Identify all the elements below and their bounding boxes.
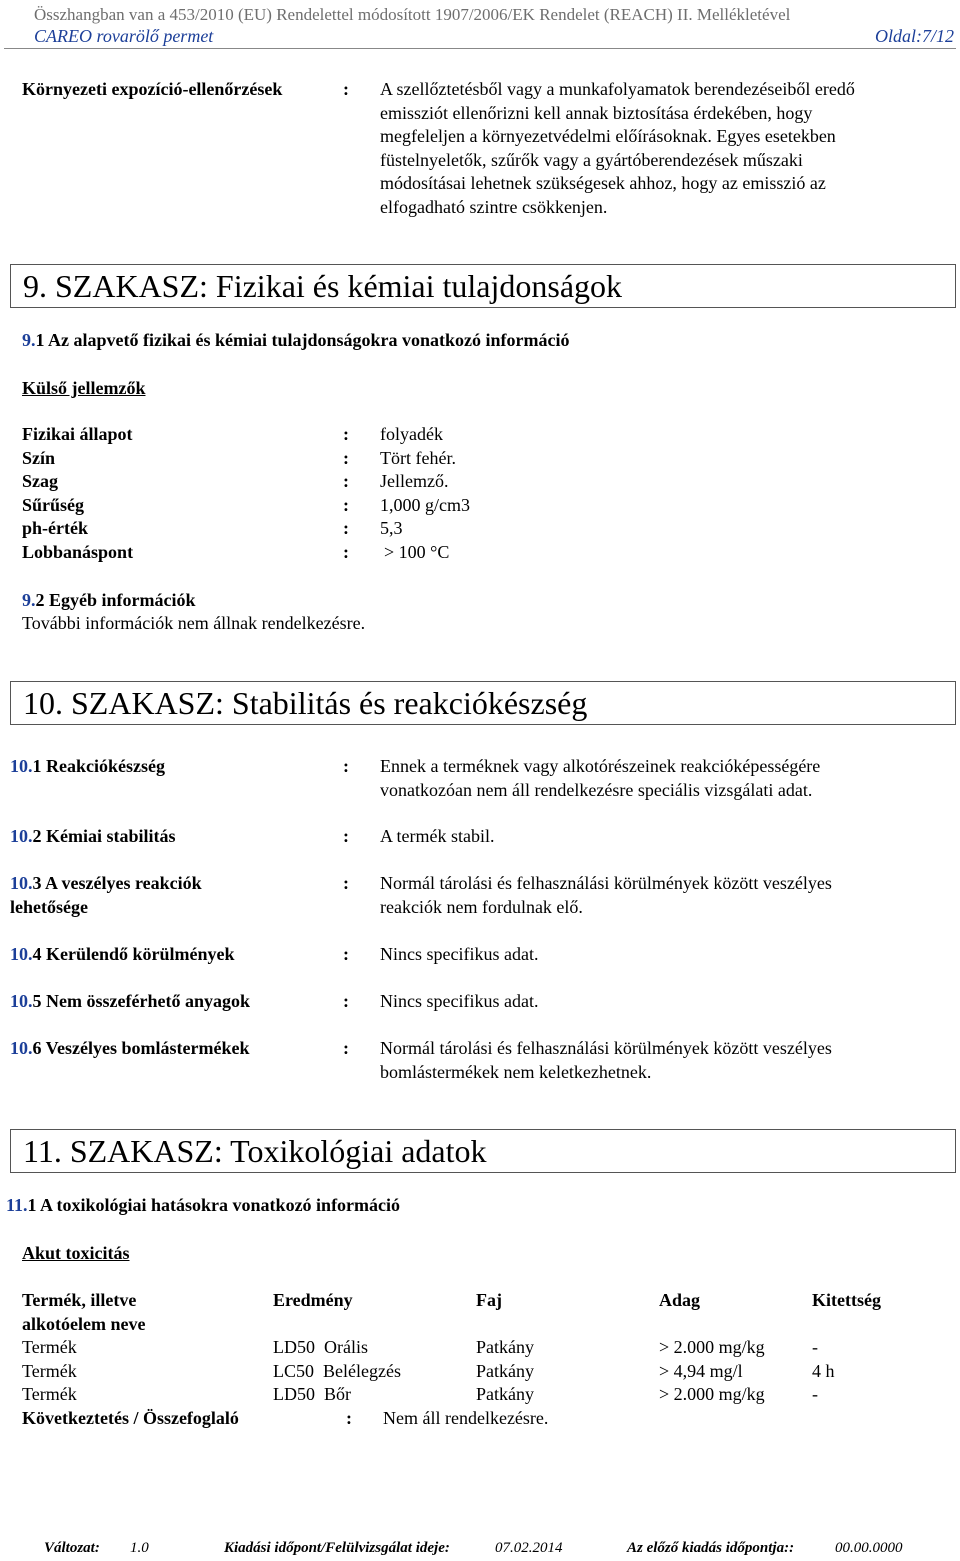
env-exposure-line: A szellőztetésből vagy a munkafolyamatok berendezéseiből eredő (380, 79, 855, 99)
section-11-title: 11. SZAKASZ: Toxikológiai adatok (10, 1129, 956, 1173)
footer-issue-label: Kiadási időpont/Felülvizsgálat ideje: (224, 1540, 450, 1556)
table-cell: > 2.000 mg/kg (659, 1384, 765, 1404)
env-exposure-line: elfogadható szintre csökkenjen. (380, 196, 608, 217)
subsection-text: 4 Kerülendő körülmények (32, 944, 235, 964)
table-cell: LC50 Belélegzés (273, 1360, 401, 1381)
table-cell: Termék (22, 1384, 77, 1404)
hazardous-reactions-value-line: Normál tárolási és felhasználási körülmények között veszélyes (380, 873, 832, 893)
table-cell: Termék (22, 1360, 77, 1381)
footer-issue-date: 07.02.2014 (495, 1540, 563, 1556)
table-cell: - (812, 1384, 818, 1404)
page-number: Oldal:7/12 (875, 26, 954, 46)
property-label: Sűrűség (22, 494, 85, 515)
property-label: ph-érték (22, 518, 88, 538)
property-colon: : (343, 518, 349, 538)
hazardous-reactions-colon: : (343, 873, 349, 893)
env-exposure-line: módosításai lehetnek szükségesek ahhoz, hogy az emisszió az (380, 173, 826, 193)
property-colon: : (343, 471, 349, 491)
env-exposure-line: füstelnyeletők, szűrők vagy a gyártóberendezések műszaki (380, 149, 803, 170)
header-divider (4, 48, 956, 49)
property-label: Szag (22, 471, 58, 491)
footer-version-label: Változat: (44, 1540, 100, 1556)
table-cell: Patkány (476, 1337, 534, 1357)
subsection-text: 1 Reakciókészség (32, 756, 165, 776)
reactivity-value-line: Ennek a terméknek vagy alkotórészeinek reakcióképességére (380, 756, 821, 776)
table-header-cell: alkotóelem neve (22, 1313, 146, 1334)
hazardous-reactions-label-cont: lehetősége (10, 896, 88, 917)
env-exposure-label: Környezeti expozíció-ellenőrzések (22, 79, 283, 99)
property-value: > 100 °C (384, 541, 450, 562)
subsection-9-1-title (22, 329, 570, 353)
footer-version: 1.0 (130, 1540, 149, 1556)
reactivity-colon: : (343, 756, 349, 776)
property-value: Tört fehér. (380, 447, 456, 468)
external-characteristics-heading: Külső jellemzők (22, 378, 146, 398)
incompatible-materials-label (10, 990, 250, 1014)
subsection-11-1-title (6, 1194, 400, 1218)
subsection-number: 9. (22, 330, 36, 350)
subsection-text: 6 Veszélyes bomlástermékek (32, 1038, 250, 1058)
table-header-cell: Termék, illetve (22, 1290, 137, 1310)
subsection-text: 2 Kémiai stabilitás (32, 826, 176, 846)
property-colon: : (343, 447, 349, 468)
table-cell: - (812, 1337, 818, 1357)
product-name: CAREO rovarölő permet (34, 26, 214, 46)
table-cell: > 2.000 mg/kg (659, 1337, 765, 1357)
table-cell: LD50 Orális (273, 1337, 368, 1357)
table-header-cell: Kitettség (812, 1290, 881, 1310)
property-value: Jellemző. (380, 471, 449, 491)
env-exposure-colon: : (343, 79, 349, 99)
reactivity-value-line: vonatkozóan nem áll rendelkezésre speciális vizsgálati adat. (380, 779, 813, 800)
decomposition-products-value-line: Normál tárolási és felhasználási körülmények között veszélyes (380, 1038, 832, 1058)
property-label: Szín (22, 447, 56, 468)
decomposition-products-label (10, 1037, 249, 1061)
property-label: Fizikai állapot (22, 424, 133, 444)
subsection-text: 1 Az alapvető fizikai és kémiai tulajdonságokra vonatkozó információ (35, 330, 570, 350)
table-cell: Patkány (476, 1360, 534, 1381)
subsection-number: 10. (10, 991, 33, 1011)
decomposition-products-value-line: bomlástermékek nem keletkezhetnek. (380, 1061, 652, 1082)
table-header-cell: Eredmény (273, 1290, 353, 1310)
table-cell: Patkány (476, 1384, 534, 1404)
conclusion-label: Következtetés / Összefoglaló (22, 1407, 239, 1428)
subsection-number: 10. (10, 944, 33, 964)
acute-toxicity-heading: Akut toxicitás (22, 1243, 130, 1263)
env-exposure-line: megfeleljen a környezetvédelmi előírásoknak. Egyes esetekben (380, 126, 836, 146)
property-label: Lobbanáspont (22, 541, 134, 562)
subsection-number: 10. (10, 826, 33, 846)
property-colon: : (343, 541, 349, 562)
subsection-number: 11. (6, 1195, 28, 1215)
subsection-9-2-title (22, 589, 196, 613)
chemical-stability-label (10, 825, 176, 849)
property-value: folyadék (380, 424, 443, 444)
section-9-title: 9. SZAKASZ: Fizikai és kémiai tulajdonságok (10, 264, 956, 308)
subsection-text: 2 Egyéb információk (35, 590, 196, 610)
subsection-number: 9. (22, 590, 36, 610)
subsection-text: 5 Nem összeférhető anyagok (32, 991, 250, 1011)
table-cell: LD50 Bőr (273, 1384, 351, 1404)
hazardous-reactions-label (10, 872, 202, 896)
conclusion-value: Nem áll rendelkezésre. (383, 1407, 549, 1428)
other-info-text: További információk nem állnak rendelkezésre. (22, 613, 366, 633)
table-header-cell: Faj (476, 1290, 502, 1310)
conditions-to-avoid-label (10, 943, 235, 967)
decomposition-products-colon: : (343, 1038, 349, 1058)
table-cell: Termék (22, 1337, 77, 1357)
subsection-number: 10. (10, 873, 33, 893)
property-value: 5,3 (380, 518, 403, 538)
incompatible-materials-value: Nincs specifikus adat. (380, 991, 539, 1011)
subsection-text: 1 A toxikológiai hatásokra vonatkozó információ (27, 1195, 401, 1215)
subsection-text: 3 A veszélyes reakciók (32, 873, 202, 893)
footer-previous-date: 00.00.0000 (835, 1540, 903, 1556)
chemical-stability-colon: : (343, 826, 349, 846)
table-cell: > 4,94 mg/l (659, 1360, 743, 1381)
hazardous-reactions-value-line: reakciók nem fordulnak elő. (380, 896, 583, 917)
conditions-to-avoid-colon: : (343, 944, 349, 964)
section-10-title: 10. SZAKASZ: Stabilitás és reakciókészség (10, 681, 956, 725)
conditions-to-avoid-value: Nincs specifikus adat. (380, 944, 539, 964)
table-cell: 4 h (812, 1360, 835, 1381)
incompatible-materials-colon: : (343, 991, 349, 1011)
property-colon: : (343, 424, 349, 444)
reactivity-label (10, 755, 165, 779)
chemical-stability-value: A termék stabil. (380, 826, 495, 846)
regulation-header: Összhangban van a 453/2010 (EU) Rendelettel módosított 1907/2006/EK Rendelet (REACH) II. Mellékletével (34, 5, 791, 24)
subsection-number: 10. (10, 756, 33, 776)
table-header-cell: Adag (659, 1290, 701, 1310)
footer-previous-label: Az előző kiadás időpontja:: (627, 1540, 795, 1556)
property-colon: : (343, 494, 349, 515)
env-exposure-line: emissziót ellenőrizni kell annak biztosítása érdekében, hogy (380, 102, 813, 123)
property-value: 1,000 g/cm3 (380, 494, 470, 515)
subsection-number: 10. (10, 1038, 33, 1058)
conclusion-colon: : (346, 1407, 352, 1428)
